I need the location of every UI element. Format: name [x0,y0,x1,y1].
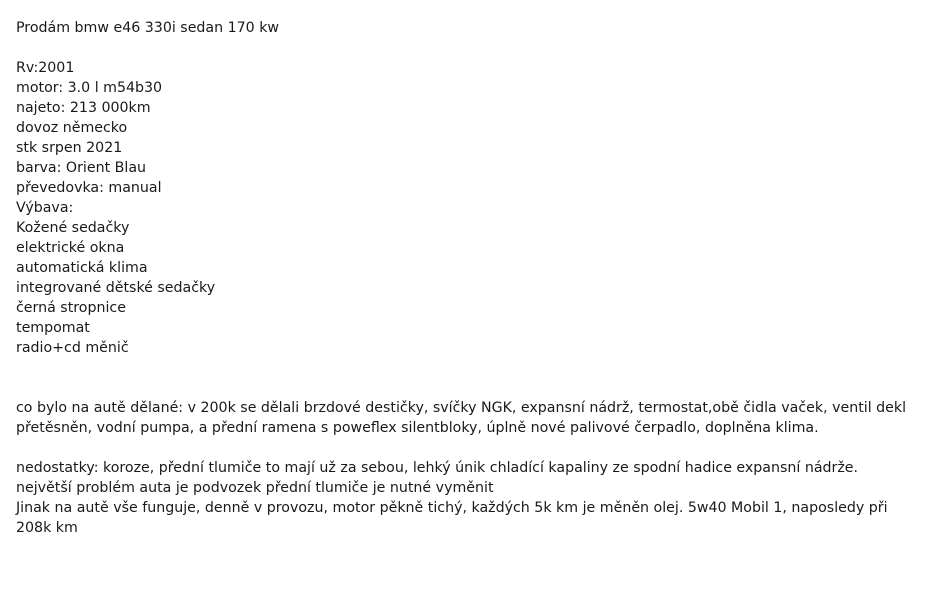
spec-list [16,58,936,358]
spec-transmission: převedovka: manual [16,180,162,196]
equipment-heading: Výbava: [16,200,74,216]
equipment-item: tempomat [16,320,90,336]
work-done-paragraph: co bylo na autě dělané: v 200k se dělali brzdové destičky, svíčky NGK, expansní nádrž, termostat,obě čidla vaček, ventil dekl přetěsněn, vodní pumpa, a přední ramena s poweflex silentbloky, úplně nové palivové čerpadlo, doplněna klima. [16,400,907,436]
spec-import: dovoz německo [16,120,128,136]
spec-color: barva: Orient Blau [16,160,147,176]
spacer [16,438,936,458]
spec-year: Rv:2001 [16,60,75,76]
equipment-item: automatická klima [16,260,148,276]
equipment-item: radio+cd měnič [16,340,129,356]
spec-engine: motor: 3.0 l m54b30 [16,80,163,96]
equipment-item: integrované dětské sedačky [16,280,216,296]
summary-paragraph: Jinak na autě vše funguje, denně v provozu, motor pěkně tichý, každých 5k km je měněn olej. 5w40 Mobil 1, naposledy při 208k km [16,500,888,536]
spacer [16,38,936,58]
equipment-item: černá stropnice [16,300,126,316]
spacer [16,358,936,398]
listing-title: Prodám bmw e46 330i sedan 170 kw [16,20,280,36]
spec-inspection: stk srpen 2021 [16,140,123,156]
equipment-item: Kožené sedačky [16,220,130,236]
biggest-problem-line: největší problém auta je podvozek přední tlumiče je nutné vyměnit [16,480,494,496]
equipment-item: elektrické okna [16,240,125,256]
defects-paragraph: nedostatky: koroze, přední tlumiče to mají už za sebou, lehký únik chladící kapaliny ze spodní hadice expansní nádrže. [16,460,859,476]
spec-mileage: najeto: 213 000km [16,100,151,116]
